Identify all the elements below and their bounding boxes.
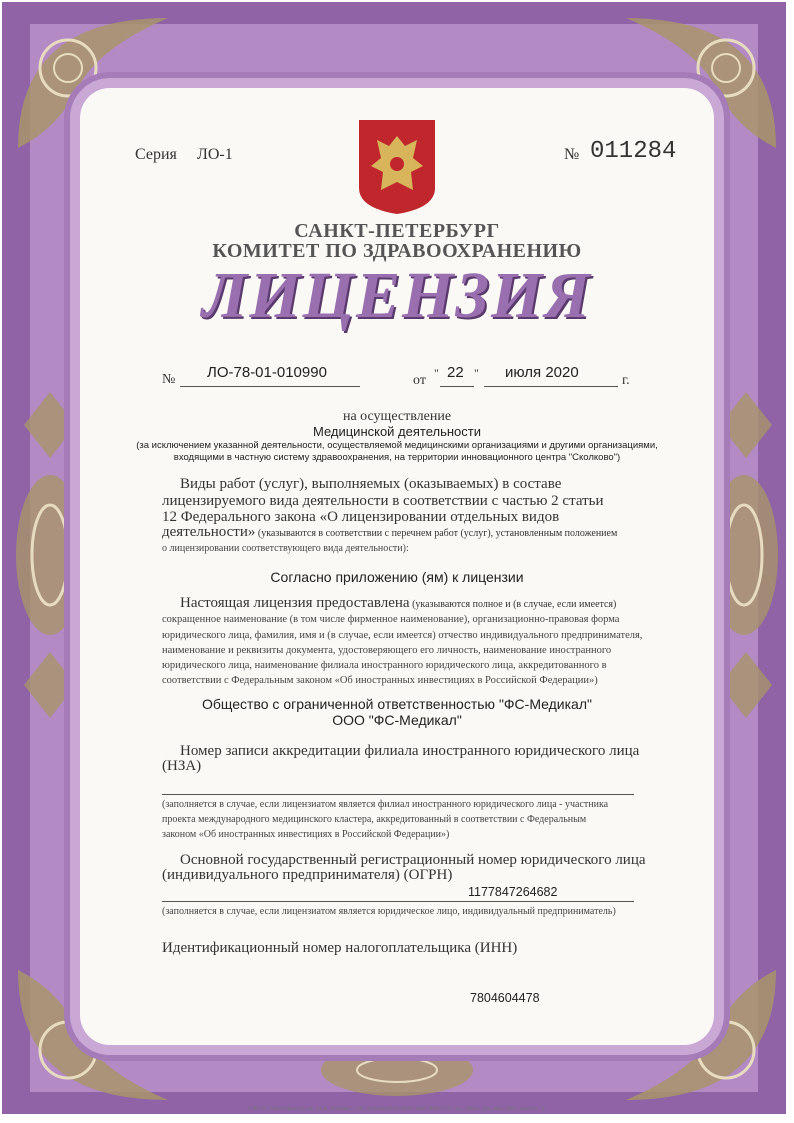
activity-exclusion-1: (за исключением указанной деятельности, осуществляемой медицинскими организациями и другими организациями, [136,440,658,451]
works-line-4-main: деятельности» [162,524,256,540]
series-label: Серия [135,146,177,163]
works-line-1: Виды работ (услуг), выполняемых (оказываемых) в составе [180,476,562,492]
nza-note-3: законом «Об иностранных инвестициях в Российской Федерации») [162,829,450,840]
reg-quote-close: " [474,366,479,380]
inn-value: 7804604478 [470,991,540,1005]
ogrn-label-2: (индивидуального предпринимателя) (ОГРН) [162,867,453,883]
reg-day-underline [440,386,474,387]
committee-heading: КОМИТЕТ ПО ЗДРАВООХРАНЕНИЮ [212,240,582,262]
granted-lead-main: Настоящая лицензия предоставлена [180,595,410,611]
ogrn-note: (заполняется в случае, если лицензиатом является юридическое лицо, индивидуальный предприниматель) [162,906,616,917]
works-line-5: о лицензировании соответствующего вида деятельности): [162,543,409,554]
activity-exclusion-2: входящими в частную систему здравоохранения, на территории инновационного центра "Сколково") [173,452,621,463]
granted-line-3: юридического лица, фамилия, имя и (в случае, если имеется) отчество индивидуального предпринимателя, [162,630,643,641]
inn-label: Идентификационный номер налогоплательщика (ИНН) [162,940,518,956]
reg-number: ЛО-78-01-010990 [207,364,327,381]
series-value: ЛО-1 [197,146,233,163]
reg-day: 22 [447,364,464,381]
works-line-4 [162,524,617,541]
form-number: 011284 [590,138,677,165]
reg-from-label: от [413,373,426,388]
granted-line-4: наименование и реквизиты документа, удостоверяющего его личность, наименование иностранного [162,645,612,656]
reg-month-year: июля 2020 [505,364,579,381]
activity-intro: на осуществление [342,409,452,424]
reg-year-suffix: г. [622,373,630,388]
ogrn-value-underline [162,901,634,902]
number-sign: № [564,146,580,163]
side-ornament-right [704,470,784,640]
granted-line-2: сокращенное наименование (в том числе фирменное наименование), организационно-правовая форма [162,614,620,625]
organization-full-name: Общество с ограниченной ответственностью "ФС-Медикал" [202,696,592,712]
nza-note-1: (заполняется в случае, если лицензиатом является филиал иностранного юридического лица - участника [162,799,609,810]
ogrn-value: 1177847264682 [468,885,558,899]
works-value: Согласно приложению (ям) к лицензии [270,569,524,585]
coat-of-arms-emblem [357,118,437,216]
granted-line-5: юридического лица, наименование филиала иностранного юридического лица, аккредитованного в [162,660,607,671]
city-heading: САНКТ-ПЕТЕРБУРГ [294,220,500,242]
granted-lead-note: (указываются полное и (в случае, если имеется) [409,599,617,610]
bottom-ornament-center [317,1040,477,1100]
works-line-4-note: (указываются в соответствии с перечнем работ (услуг), установленным положением [255,528,618,539]
activity-name: Медицинской деятельности [312,424,482,439]
works-line-3: 12 Федерального закона «О лицензировании отдельных видов [162,509,560,525]
granted-lead [180,595,616,612]
nza-note-2: проекта международного медицинского кластера, аккредитованный в соответствии с Федеральным [162,814,587,825]
document-title: ЛИЦЕНЗИЯ [202,259,592,332]
side-ornament-left [10,470,90,640]
printer-footer: © ФГУП "Типография №12 им. М. И. Лоханова", СПб. Лицензия 05-05-09/19. ИНН 7809017747. Зак. 200201. Тир. 2000. 2020 г. Уровень "Б" [247,1107,547,1112]
granted-line-6: соответствии с Федеральным законом «Об иностранных инвестициях в Российской Федерации») [162,675,598,686]
nza-value-underline [162,794,634,795]
nza-label-2: (НЗА) [162,758,202,774]
works-line-2: лицензируемого вида деятельности в соответствии с частью 2 статьи [162,493,604,509]
nza-label-1: Номер записи аккредитации филиала иностранного юридического лица [180,743,640,759]
reg-month-underline [484,386,618,387]
organization-short-name: ООО "ФС-Медикал" [332,712,462,728]
ogrn-label-1: Основной государственный регистрационный номер юридического лица [180,852,646,868]
reg-no-label: № [162,372,176,387]
reg-quote-open: " [434,366,439,380]
reg-number-underline [180,386,360,387]
